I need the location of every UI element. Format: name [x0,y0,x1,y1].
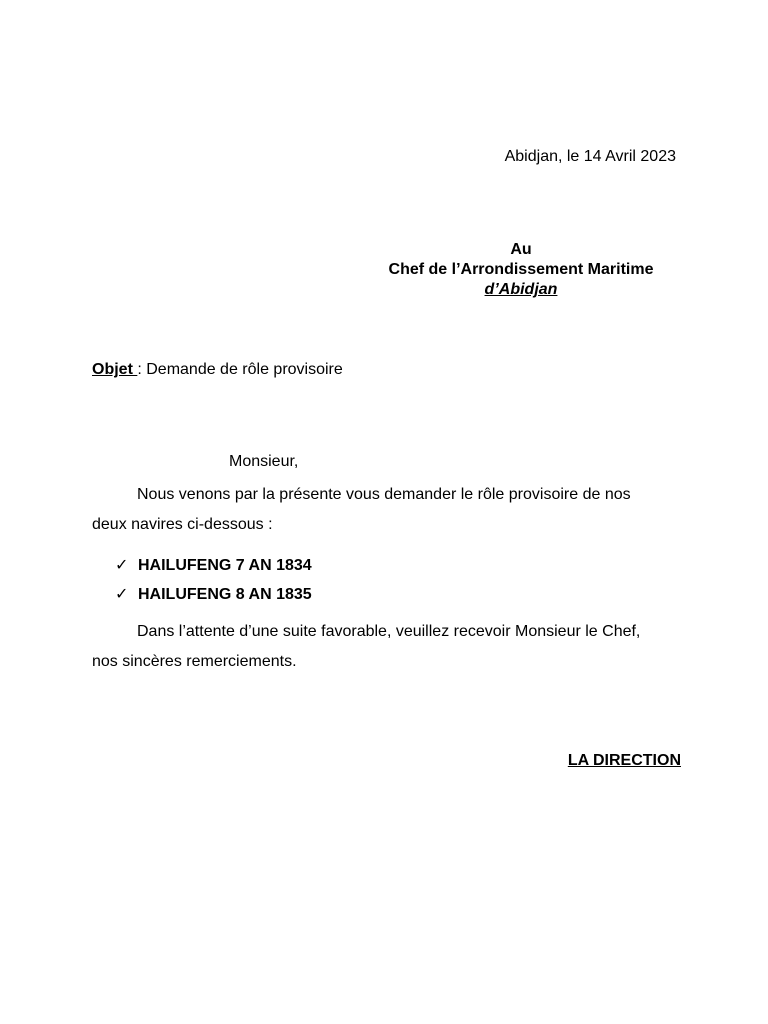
salutation: Monsieur, [229,453,299,470]
signature: LA DIRECTION [567,752,681,769]
list-item [115,580,312,609]
recipient-block [372,240,670,300]
check-icon: ✓ [115,556,129,574]
recipient-line-city [372,280,670,300]
body-paragraph-request: Nous venons par la présente vous demander le rôle provisoire de nos deux navires ci-dessous : [92,486,631,533]
subject-text: : Demande de rôle provisoire [137,361,343,378]
vessel-list [115,551,312,609]
body-paragraph-closing: Dans l’attente d’une suite favorable, veuillez recevoir Monsieur le Chef, nos sincères remerciements. [92,623,641,670]
vessel-name: HAILUFENG 8 AN 1835 [138,585,312,603]
recipient-line-title: Chef de l’Arrondissement Maritime [388,261,654,278]
date-line: Abidjan, le 14 Avril 2023 [504,148,676,165]
recipient-line-au: Au [510,241,532,258]
list-item [115,551,312,580]
vessel-name: HAILUFENG 7 AN 1834 [138,556,312,574]
recipient-city: d’Abidjan [484,281,558,298]
subject-line [92,361,343,379]
subject-label: Objet [92,361,138,378]
check-icon: ✓ [115,585,129,603]
